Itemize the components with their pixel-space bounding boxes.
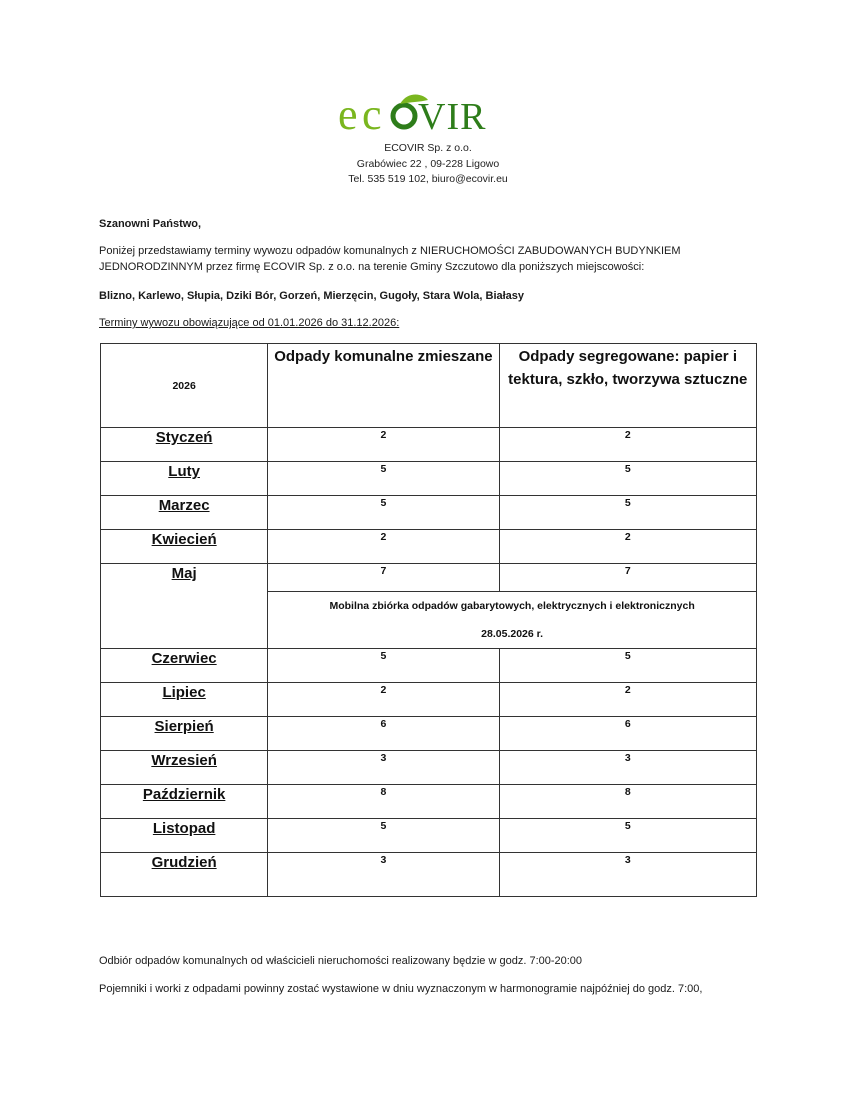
table-row [101, 564, 757, 592]
segregated-header-line: tektura, szkło, tworzywa sztuczne [508, 371, 748, 388]
day-value: 5 [380, 650, 387, 662]
segregated-waste-day [499, 496, 756, 530]
month-cell [101, 853, 268, 897]
segregated-waste-day [499, 462, 756, 496]
month-cell [101, 428, 268, 462]
company-name: ECOVIR Sp. z o.o. [384, 142, 472, 154]
day-value: 5 [624, 463, 631, 475]
segregated-waste-day [499, 717, 756, 751]
month-cell [101, 462, 268, 496]
mixed-waste-day [268, 819, 499, 853]
day-value: 5 [624, 650, 631, 662]
month-cell [101, 785, 268, 819]
mixed-waste-day [268, 751, 499, 785]
note-date: 28.05.2026 r. [481, 628, 544, 640]
table-row [101, 496, 757, 530]
schedule-table [100, 343, 757, 897]
day-value: 2 [624, 429, 631, 441]
note-line: Mobilna zbiórka odpadów gabarytowych, elektrycznych i elektronicznych [329, 600, 695, 612]
month-cell [101, 649, 268, 683]
day-value: 8 [380, 786, 387, 798]
month-name: Kwiecień [151, 531, 217, 548]
month-name: Wrzesień [151, 752, 217, 769]
svg-text:e: e [338, 92, 358, 136]
segregated-waste-day [499, 428, 756, 462]
month-name: Listopad [152, 820, 216, 837]
day-value: 2 [380, 429, 387, 441]
month-name: Styczeń [155, 429, 213, 446]
segregated-waste-day [499, 751, 756, 785]
table-row [101, 462, 757, 496]
day-value: 5 [380, 463, 387, 475]
period-heading: Terminy wywozu obowiązujące od 01.01.2026 do 31.12.2026: [99, 317, 400, 329]
day-value: 6 [380, 718, 387, 730]
table-row [101, 819, 757, 853]
month-cell [101, 530, 268, 564]
table-row [101, 683, 757, 717]
month-name: Maj [171, 565, 197, 582]
year-header: 2026 [101, 344, 268, 428]
table-row [101, 853, 757, 897]
day-value: 2 [624, 531, 631, 543]
collection-hours: Odbiór odpadów komunalnych od właścicieli nieruchomości realizowany będzie w godz. 7:00-20:00 [99, 955, 583, 967]
table-row [101, 785, 757, 819]
ecovir-logo [338, 92, 518, 136]
intro-paragraph [99, 243, 739, 275]
month-name: Luty [168, 463, 200, 480]
svg-text:c: c [362, 92, 382, 136]
places-list: Blizno, Karlewo, Słupia, Dziki Bór, Gorzeń, Mierzęcin, Gugoły, Stara Wola, Białasy [99, 290, 525, 302]
mixed-waste-day [268, 564, 499, 592]
month-name: Marzec [158, 497, 210, 514]
month-name: Lipiec [162, 684, 206, 701]
day-value: 7 [624, 565, 631, 577]
day-value: 3 [624, 752, 631, 764]
company-header [0, 141, 856, 188]
segregated-waste-day [499, 530, 756, 564]
month-name: Październik [142, 786, 226, 803]
segregated-waste-day [499, 785, 756, 819]
table-header-row [101, 344, 757, 428]
container-instructions: Pojemniki i worki z odpadami powinny zostać wystawione w dniu wyznaczonym w harmonogramie najpóźniej do godz. 7:00, [99, 983, 703, 995]
day-value: 5 [624, 497, 631, 509]
segregated-header-line: Odpady segregowane: papier i [518, 348, 737, 365]
month-cell [101, 717, 268, 751]
table-row [101, 717, 757, 751]
day-value: 5 [380, 497, 387, 509]
segregated-waste-header [499, 344, 756, 428]
month-name: Czerwiec [151, 650, 217, 667]
company-address: Grabówiec 22 , 09-228 Ligowo [356, 157, 500, 170]
day-value: 3 [380, 854, 387, 866]
company-contact: Tel. 535 519 102, biuro@ecovir.eu [348, 173, 508, 185]
mixed-waste-day [268, 683, 499, 717]
svg-text:VIR: VIR [418, 96, 487, 136]
day-value: 2 [624, 684, 631, 696]
bulky-waste-note [268, 592, 757, 649]
day-value: 5 [624, 820, 631, 832]
intro-line: Poniżej przedstawiamy terminy wywozu odpadów komunalnych z NIERUCHOMOŚCI ZABUDOWANYCH BUDYNKIEM [99, 245, 681, 257]
mixed-waste-header-text: Odpady komunalne zmieszane [274, 348, 493, 365]
mixed-waste-day [268, 785, 499, 819]
month-name: Grudzień [151, 854, 217, 871]
day-value: 3 [624, 854, 631, 866]
mixed-waste-header [268, 344, 499, 428]
segregated-waste-day [499, 819, 756, 853]
day-value: 5 [380, 820, 387, 832]
day-value: 3 [380, 752, 387, 764]
segregated-waste-day [499, 683, 756, 717]
month-name: Sierpień [154, 718, 214, 735]
mixed-waste-day [268, 496, 499, 530]
mixed-waste-day [268, 717, 499, 751]
table-row [101, 530, 757, 564]
month-cell [101, 496, 268, 530]
segregated-waste-day [499, 649, 756, 683]
table-row [101, 428, 757, 462]
day-value: 6 [624, 718, 631, 730]
month-cell [101, 751, 268, 785]
segregated-waste-day [499, 853, 756, 897]
month-cell [101, 564, 268, 649]
month-cell [101, 683, 268, 717]
mixed-waste-day [268, 428, 499, 462]
mixed-waste-day [268, 649, 499, 683]
segregated-waste-day [499, 564, 756, 592]
mixed-waste-day [268, 530, 499, 564]
mixed-waste-day [268, 853, 499, 897]
table-row [101, 649, 757, 683]
greeting: Szanowni Państwo, [99, 218, 202, 230]
day-value: 2 [380, 684, 387, 696]
table-row [101, 751, 757, 785]
month-cell [101, 819, 268, 853]
day-value: 2 [380, 531, 387, 543]
mixed-waste-day [268, 462, 499, 496]
day-value: 7 [380, 565, 387, 577]
day-value: 8 [624, 786, 631, 798]
intro-line: JEDNORODZINNYM przez firmę ECOVIR Sp. z o.o. na terenie Gminy Szczutowo dla poniższych miejscowości: [99, 261, 645, 273]
